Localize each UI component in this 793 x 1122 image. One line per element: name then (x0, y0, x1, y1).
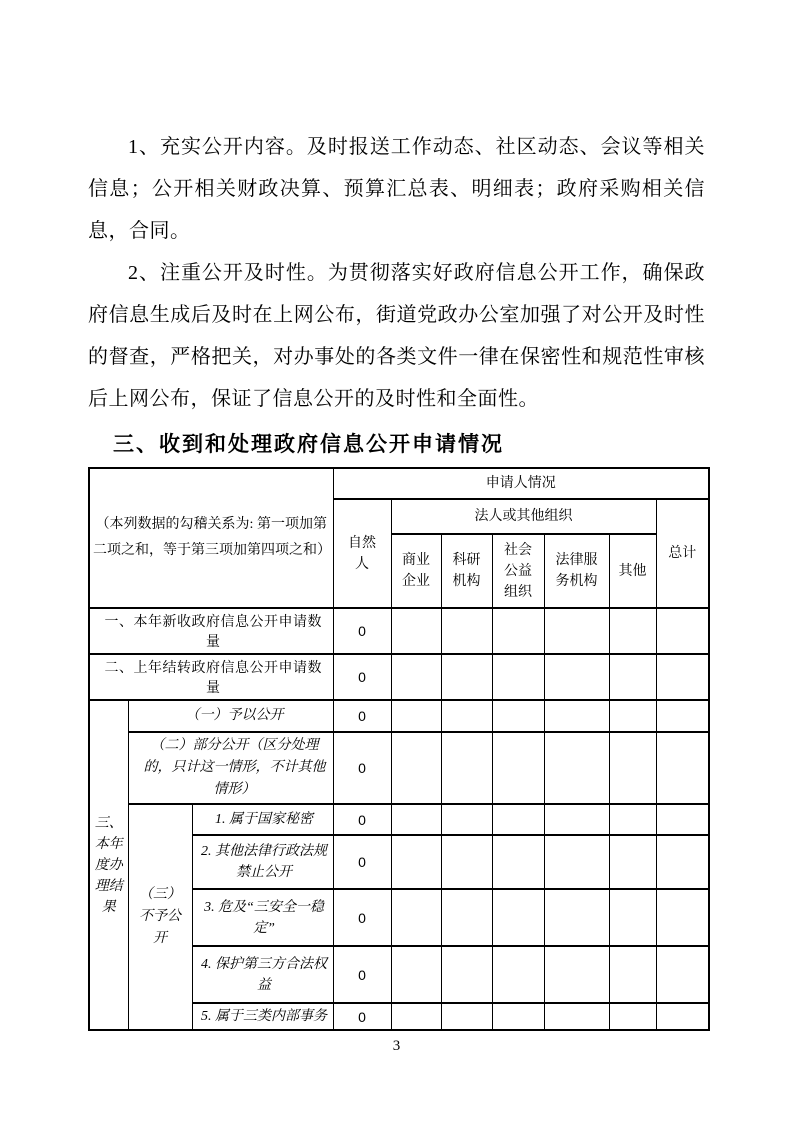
row-group-label-results: 三、本年度办理结果 (89, 700, 128, 1030)
empty-value-cell (492, 608, 544, 654)
empty-value-cell (656, 654, 709, 700)
section-heading: 三、收到和处理政府信息公开申请情况 (113, 433, 504, 456)
empty-value-cell (656, 608, 709, 654)
empty-value-cell (441, 835, 492, 889)
empty-value-cell (492, 1003, 544, 1030)
empty-value-cell (492, 700, 544, 732)
page-content (88, 126, 705, 1031)
empty-value-cell (441, 654, 492, 700)
header-other: 其他 (609, 534, 656, 608)
row-label-carryover-applications: 二、上年结转政府信息公开申请数量 (89, 654, 333, 700)
header-legal-org-group: 法人或其他组织 (391, 499, 656, 534)
empty-value-cell (656, 804, 709, 835)
value-natural-person: 0 (333, 889, 391, 946)
empty-value-cell (609, 608, 656, 654)
row-label-state-secret: 1. 属于国家秘密 (192, 804, 333, 835)
row-label-internal-affairs: 5. 属于三类内部事务 (192, 1003, 333, 1030)
empty-value-cell (544, 946, 609, 1003)
table-row-state-secret (89, 804, 709, 835)
table-row-partially-granted (89, 732, 709, 804)
empty-value-cell (544, 804, 609, 835)
application-stats-table (88, 467, 710, 1031)
empty-value-cell (544, 732, 609, 804)
empty-value-cell (609, 1003, 656, 1030)
empty-value-cell (544, 889, 609, 946)
empty-value-cell (609, 700, 656, 732)
value-natural-person: 0 (333, 700, 391, 732)
empty-value-cell (441, 804, 492, 835)
value-natural-person: 0 (333, 654, 391, 700)
empty-value-cell (609, 835, 656, 889)
empty-value-cell (441, 889, 492, 946)
paragraph-timeliness: 2、注重公开及时性。为贯彻落实好政府信息公开工作，确保政府信息生成后及时在上网公布，街道党政办公室加强了对公开及时性的督查，严格把关，对办事处的各类文件一律在保密性和规范性审核后上网公布，保证了信息公开的及时性和全面性。 (88, 262, 705, 410)
header-applicant-group: 申请人情况 (333, 468, 709, 499)
table-row-carryover-applications (89, 654, 709, 700)
empty-value-cell (391, 608, 441, 654)
header-row-1 (89, 468, 709, 499)
empty-value-cell (391, 1003, 441, 1030)
empty-value-cell (441, 732, 492, 804)
empty-value-cell (391, 700, 441, 732)
header-commercial-enterprise: 商业企业 (391, 534, 441, 608)
empty-value-cell (544, 654, 609, 700)
empty-value-cell (609, 732, 656, 804)
header-total: 总计 (656, 499, 709, 608)
row-label-new-applications: 一、本年新收政府信息公开申请数量 (89, 608, 333, 654)
table-row-new-applications (89, 608, 709, 654)
empty-value-cell (656, 732, 709, 804)
row-label-partially-granted: （二）部分公开（区分处理的，只计这一情形，不计其他情形） (128, 732, 333, 804)
empty-value-cell (609, 654, 656, 700)
empty-value-cell (656, 835, 709, 889)
value-natural-person: 0 (333, 946, 391, 1003)
paragraph-enrich-content: 1、充实公开内容。及时报送工作动态、社区动态、会议等相关信息；公开相关财政决算、预算汇总表、明细表；政府采购相关信息，合同。 (88, 136, 705, 242)
empty-value-cell (544, 608, 609, 654)
empty-value-cell (656, 889, 709, 946)
empty-value-cell (544, 700, 609, 732)
row-label-third-party-rights: 4. 保护第三方合法权益 (192, 946, 333, 1003)
empty-value-cell (441, 608, 492, 654)
header-legal-service-org: 法律服务机构 (544, 534, 609, 608)
page-number: 3 (392, 1038, 401, 1054)
row-label-law-prohibited: 2. 其他法律行政法规禁止公开 (192, 835, 333, 889)
empty-value-cell (544, 835, 609, 889)
empty-value-cell (391, 946, 441, 1003)
empty-value-cell (656, 1003, 709, 1030)
value-natural-person: 0 (333, 732, 391, 804)
empty-value-cell (492, 804, 544, 835)
value-natural-person: 0 (333, 804, 391, 835)
empty-value-cell (609, 804, 656, 835)
value-natural-person: 0 (333, 1003, 391, 1030)
value-natural-person: 0 (333, 608, 391, 654)
header-natural-person: 自然人 (333, 499, 391, 608)
empty-value-cell (441, 946, 492, 1003)
empty-value-cell (492, 946, 544, 1003)
row-label-granted: （一）予以公开 (128, 700, 333, 732)
empty-value-cell (441, 1003, 492, 1030)
row-group-label-denied: （三）不予公开 (128, 804, 192, 1030)
header-research-institution: 科研机构 (441, 534, 492, 608)
empty-value-cell (391, 804, 441, 835)
empty-value-cell (492, 732, 544, 804)
empty-value-cell (441, 700, 492, 732)
value-natural-person: 0 (333, 835, 391, 889)
empty-value-cell (609, 889, 656, 946)
empty-value-cell (544, 1003, 609, 1030)
empty-value-cell (656, 700, 709, 732)
row-label-endanger-safety: 3. 危及“三安全一稳定” (192, 889, 333, 946)
empty-value-cell (656, 946, 709, 1003)
empty-value-cell (609, 946, 656, 1003)
empty-value-cell (391, 654, 441, 700)
empty-value-cell (391, 732, 441, 804)
empty-value-cell (391, 889, 441, 946)
empty-value-cell (492, 654, 544, 700)
empty-value-cell (492, 889, 544, 946)
header-social-public-org: 社会公益组织 (492, 534, 544, 608)
table-note: （本列数据的勾稽关系为: 第一项加第二项之和，等于第三项加第四项之和） (89, 468, 333, 608)
table-row-granted (89, 700, 709, 732)
empty-value-cell (391, 835, 441, 889)
empty-value-cell (492, 835, 544, 889)
